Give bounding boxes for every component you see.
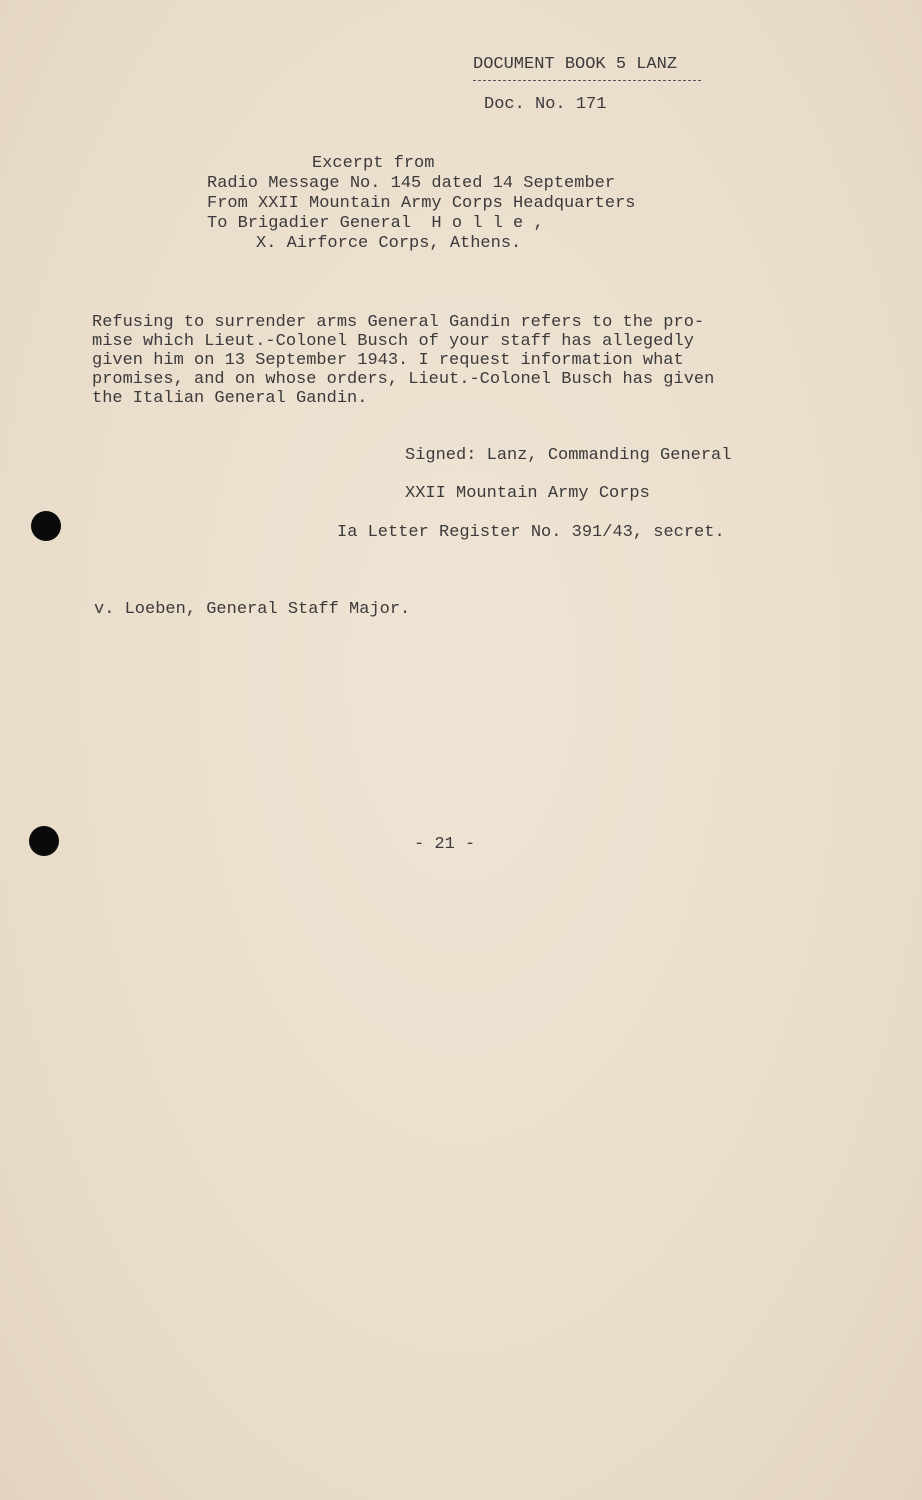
punch-hole-bottom (29, 826, 59, 856)
signature-unit: XXII Mountain Army Corps (405, 484, 650, 503)
signature-line: Signed: Lanz, Commanding General (405, 446, 732, 465)
closing-signatory: v. Loeben, General Staff Major. (94, 600, 411, 619)
body-line-2: mise which Lieut.-Colonel Busch of your staff has allegedly (92, 332, 694, 351)
body-line-4: promises, and on whose orders, Lieut.-Colonel Busch has given (92, 370, 715, 389)
heading-to: To Brigadier General H o l l e , (207, 214, 544, 233)
document-book-label: DOCUMENT BOOK 5 LANZ (473, 55, 678, 74)
body-line-1: Refusing to surrender arms General Gandin refers to the pro- (92, 313, 705, 332)
heading-radio-message: Radio Message No. 145 dated 14 September (207, 174, 616, 193)
heading-recipient: X. Airforce Corps, Athens. (256, 234, 522, 253)
page-number: - 21 - (414, 835, 476, 854)
punch-hole-top (31, 511, 61, 541)
letter-register: Ia Letter Register No. 391/43, secret. (337, 523, 725, 542)
header-rule (473, 80, 701, 81)
document-number: Doc. No. 171 (484, 95, 607, 114)
heading-excerpt: Excerpt from (312, 154, 435, 173)
body-line-3: given him on 13 September 1943. I request information what (92, 351, 684, 370)
body-line-5: the Italian General Gandin. (92, 389, 368, 408)
heading-from: From XXII Mountain Army Corps Headquarters (207, 194, 636, 213)
